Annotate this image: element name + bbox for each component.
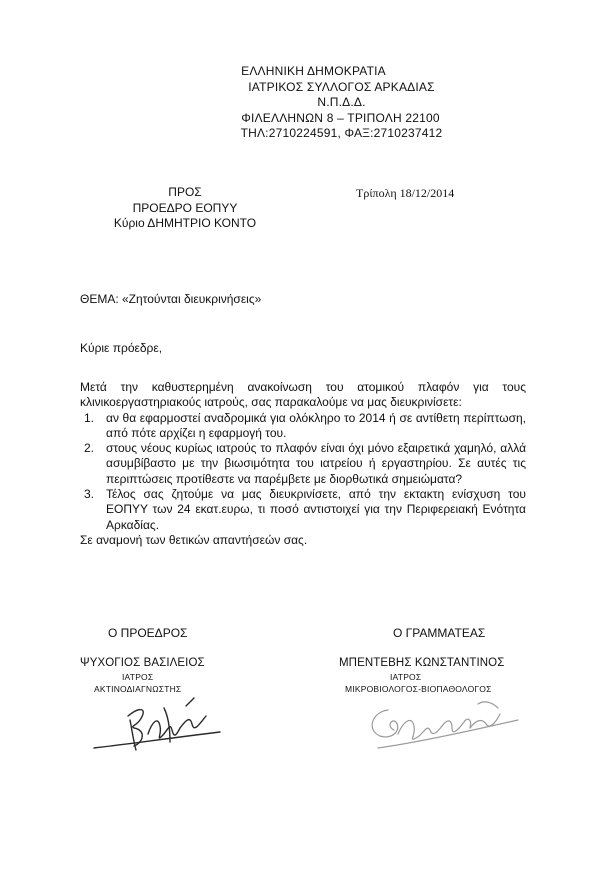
letterhead-country: ΕΛΛΗΝΙΚΗ ΔΗΜΟΚΡΑΤΙΑ — [241, 64, 386, 78]
recipient-block — [100, 185, 270, 232]
list-item-text: Τέλος σας ζητούμε να μας διευκρινίσετε, από την εκτακτη ενίσχυση του ΕΟΠΥΥ των 24 εκατ.ευρω, τι ποσό αντιστοιχεί για την Περιφερειακή Ενότητα Αρκαδίας. — [106, 487, 526, 532]
intro-line-2: κλινικοεργαστηριακούς ιατρούς, σας παρακαλούμε να μας διευκρινίσετε: — [80, 395, 462, 410]
list-item — [80, 441, 526, 487]
secretary-name: ΜΠΕΝΤΕΒΗΣ ΚΩΝΣΤΑΝΤΙΝΟΣ — [339, 657, 505, 669]
president-title: ΙΑΤΡΟΣ — [122, 672, 154, 682]
recipient-title: ΠΡΟΕΔΡΟ ΕΟΠΥΥ — [132, 200, 238, 215]
list-item — [80, 411, 526, 442]
letter-body — [80, 380, 526, 548]
letter-date: Τρίπολη 18/12/2014 — [356, 186, 455, 200]
list-item-number: 2. — [83, 441, 94, 456]
list-item — [80, 487, 526, 533]
letterhead — [0, 64, 605, 142]
letter-greeting: Κύριε πρόεδρε, — [80, 341, 163, 355]
president-role: Ο ΠΡΟΕΔΡΟΣ — [108, 626, 188, 640]
request-list — [80, 411, 526, 533]
letterhead-legal-status: Ν.Π.Δ.Δ. — [317, 95, 366, 110]
secretary-signature — [358, 690, 528, 765]
letterhead-contact: ΤΗΛ:2710224591, ΦΑΞ:2710237412 — [240, 126, 443, 141]
letterhead-address: ΦΙΛΕΛΛΗΝΩΝ 8 – ΤΡΙΠΟΛΗ 22100 — [241, 110, 440, 125]
letter-closing: Σε αναμονή των θετικών απαντήσεών σας. — [80, 532, 308, 547]
president-name: ΨΥΧΟΓΙΟΣ ΒΑΣΙΛΕΙΟΣ — [80, 657, 205, 669]
list-item-text: στους νέους κυρίως ιατρούς το πλαφόν είναι όχι μόνο εξαιρετικά χαμηλό, αλλά ασυμβίβαστο με την βιωσιμότητα του ιατρείου ή εργαστηρίου. Σε αυτές τις περιπτώσεις προτίθεστε να παρέμβετε με διορθωτικά σημειώματα? — [106, 441, 526, 486]
president-specialty: ΑΚΤΙΝΟΔΙΑΓΝΩΣΤΗΣ — [94, 684, 182, 694]
recipient-name: Κύριο ΔΗΜΗΤΡΙΟ ΚΟΝΤΟ — [113, 216, 257, 230]
secretary-specialty: ΜΙΚΡΟΒΙΟΛΟΓΟΣ-ΒΙΟΠΑΘΟΛΟΓΟΣ — [345, 684, 492, 694]
secretary-role: Ο ΓΡΑΜΜΑΤΕΑΣ — [393, 626, 486, 640]
list-item-number: 3. — [83, 487, 94, 502]
president-signature — [90, 686, 230, 766]
intro-line-1: Μετά την καθυστερημένη ανακοίνωση του ατομικού πλαφόν για τους — [80, 380, 526, 394]
list-item-text: αν θα εφαρμοστεί αναδρομικά για ολόκληρο το 2014 ή σε αντίθετη περίπτωση, από πότε αρχίζει η εφαρμογή του. — [106, 410, 526, 440]
letter-subject: ΘΕΜΑ: «Ζητούνται διευκρινήσεις» — [80, 292, 262, 306]
list-item-number: 1. — [83, 410, 94, 425]
letter-intro — [80, 380, 526, 411]
letterhead-organization: ΙΑΤΡΙΚΟΣ ΣΥΛΛΟΓΟΣ ΑΡΚΑΔΙΑΣ — [248, 79, 435, 94]
secretary-title: ΙΑΤΡΟΣ — [390, 672, 422, 682]
recipient-prefix: ΠΡΟΣ — [168, 185, 202, 199]
